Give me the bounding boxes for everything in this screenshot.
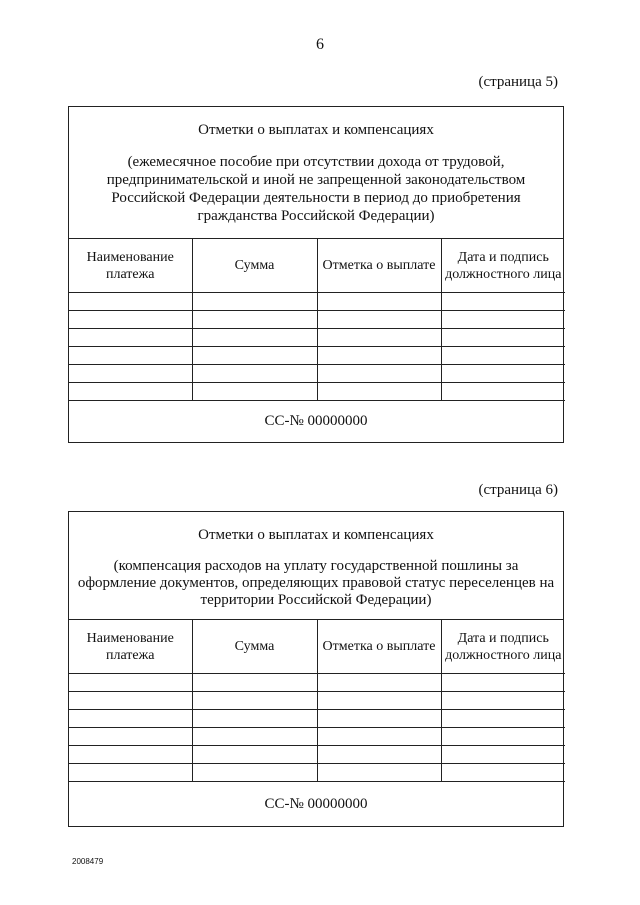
- table-header-row: [69, 239, 565, 293]
- table-cell[interactable]: [317, 365, 441, 383]
- column-header-payment-mark: Отметка о выплате: [317, 620, 441, 674]
- table-cell[interactable]: [69, 674, 192, 692]
- table-cell[interactable]: [441, 728, 565, 746]
- table-row: [69, 383, 565, 401]
- table-cell[interactable]: [317, 383, 441, 401]
- table-cell[interactable]: [441, 746, 565, 764]
- table-cell[interactable]: [192, 674, 317, 692]
- column-header-payment-name: Наименование платежа: [69, 239, 192, 293]
- table-row: [69, 728, 565, 746]
- table-row: [69, 347, 565, 365]
- payments-form-page-5: [68, 106, 564, 443]
- table-cell[interactable]: [192, 293, 317, 311]
- table-cell[interactable]: [192, 764, 317, 782]
- page-label-5: (страница 5): [478, 74, 558, 90]
- table-cell[interactable]: [317, 293, 441, 311]
- table-cell[interactable]: [441, 329, 565, 347]
- table-cell[interactable]: [69, 383, 192, 401]
- column-header-amount: Сумма: [192, 620, 317, 674]
- table-cell[interactable]: [192, 746, 317, 764]
- table-cell[interactable]: [317, 710, 441, 728]
- table-row: [69, 293, 565, 311]
- page-number: 6: [316, 36, 324, 53]
- table-row: [69, 746, 565, 764]
- payments-form-page-6: [68, 511, 564, 827]
- table-cell[interactable]: [441, 293, 565, 311]
- payments-table: [69, 620, 565, 782]
- table-row: [69, 311, 565, 329]
- form-subtitle: (компенсация расходов на уплату государственной пошлины за оформление документов, определяющих правовой статус переселенцев на территории Российской Федерации): [77, 558, 555, 608]
- table-cell[interactable]: [69, 293, 192, 311]
- form-title: Отметки о выплатах и компенсациях: [198, 527, 434, 543]
- serial-number: СС-№ 00000000: [264, 413, 368, 429]
- form-header: [69, 512, 563, 620]
- column-header-date-signature: Дата и подпись должностного лица: [441, 239, 565, 293]
- table-cell[interactable]: [192, 347, 317, 365]
- table-row: [69, 674, 565, 692]
- table-cell[interactable]: [69, 710, 192, 728]
- table-cell[interactable]: [317, 728, 441, 746]
- table-cell[interactable]: [69, 347, 192, 365]
- column-header-amount: Сумма: [192, 239, 317, 293]
- table-cell[interactable]: [441, 710, 565, 728]
- table-row: [69, 710, 565, 728]
- table-cell[interactable]: [69, 329, 192, 347]
- table-cell[interactable]: [317, 311, 441, 329]
- column-header-payment-name: Наименование платежа: [69, 620, 192, 674]
- page-label-6: (страница 6): [478, 482, 558, 498]
- form-header: [69, 107, 563, 239]
- table-cell[interactable]: [69, 365, 192, 383]
- table-row: [69, 692, 565, 710]
- column-header-payment-mark: Отметка о выплате: [317, 239, 441, 293]
- table-cell[interactable]: [317, 746, 441, 764]
- table-cell[interactable]: [441, 674, 565, 692]
- table-cell[interactable]: [69, 311, 192, 329]
- table-cell[interactable]: [192, 692, 317, 710]
- table-row: [69, 329, 565, 347]
- table-cell[interactable]: [192, 365, 317, 383]
- form-subtitle: (ежемесячное пособие при отсутствии дохода от трудовой, предпринимательской и иной не запрещенной законодательством Российской Федерации деятельности в период до приобретения гражданства Российской Федерации): [106, 154, 526, 224]
- table-row: [69, 365, 565, 383]
- table-cell[interactable]: [441, 764, 565, 782]
- payments-table: [69, 239, 565, 401]
- table-cell[interactable]: [69, 728, 192, 746]
- table-cell[interactable]: [441, 347, 565, 365]
- table-cell[interactable]: [69, 692, 192, 710]
- table-cell[interactable]: [441, 365, 565, 383]
- table-header-row: [69, 620, 565, 674]
- form-title: Отметки о выплатах и компенсациях: [198, 122, 434, 138]
- table-cell[interactable]: [317, 764, 441, 782]
- table-cell[interactable]: [192, 728, 317, 746]
- table-cell[interactable]: [441, 692, 565, 710]
- table-cell[interactable]: [192, 383, 317, 401]
- table-cell[interactable]: [317, 329, 441, 347]
- table-cell[interactable]: [441, 311, 565, 329]
- column-header-date-signature: Дата и подпись должностного лица: [441, 620, 565, 674]
- table-cell[interactable]: [69, 764, 192, 782]
- table-cell[interactable]: [192, 311, 317, 329]
- serial-number: СС-№ 00000000: [264, 796, 368, 812]
- table-cell[interactable]: [317, 692, 441, 710]
- table-cell[interactable]: [69, 746, 192, 764]
- table-row: [69, 764, 565, 782]
- table-cell[interactable]: [192, 710, 317, 728]
- table-cell[interactable]: [441, 383, 565, 401]
- table-cell[interactable]: [317, 347, 441, 365]
- footer-code: 2008479: [72, 857, 104, 866]
- table-cell[interactable]: [317, 674, 441, 692]
- table-cell[interactable]: [192, 329, 317, 347]
